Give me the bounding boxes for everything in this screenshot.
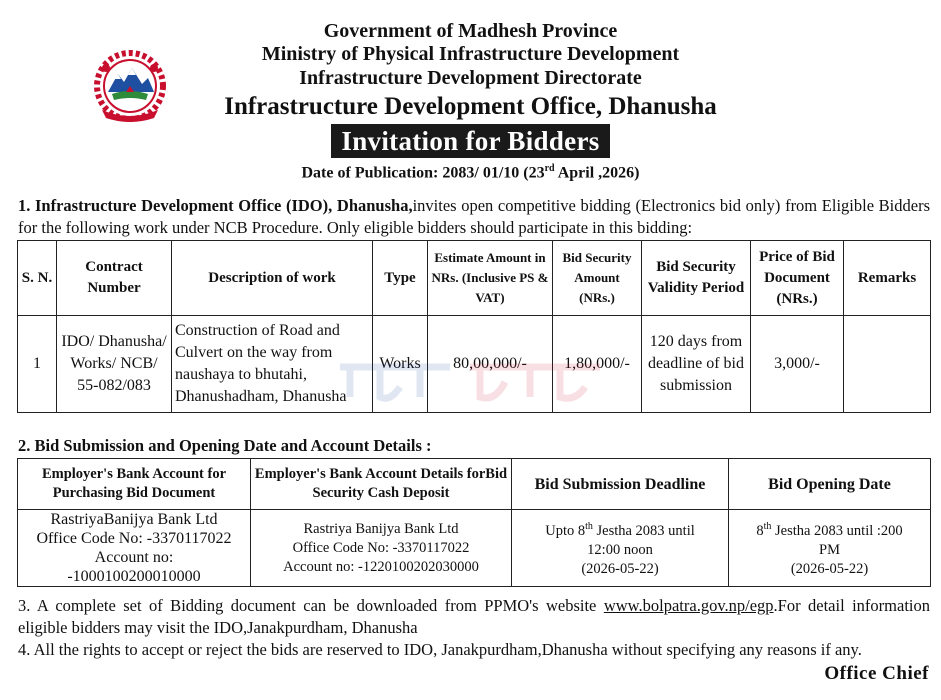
table-header-row: [18, 459, 931, 510]
cell-bid-security: 1,80,000/-: [553, 316, 642, 413]
signature-office-chief: Office Chief: [824, 663, 929, 684]
col-contract-number: Contract Number: [57, 241, 172, 316]
cell-contract-number: IDO/ Dhanusha/ Works/ NCB/ 55-082/083: [57, 316, 172, 413]
col-type: Type: [373, 241, 428, 316]
notice-title: Invitation for Bidders: [331, 124, 609, 158]
cell-estimate: 80,00,000/-: [428, 316, 553, 413]
table-row: [18, 510, 931, 587]
cell-remarks: [844, 316, 931, 413]
bank-details-table: [17, 458, 931, 587]
download-paragraph: 3. A complete set of Bidding document can be downloaded from PPMO's website www.bolpatra.gov.np/egp.For detail information eligible bidders may visit the IDO,Janakpurdham, Dhanusha: [18, 596, 930, 637]
table-row: [18, 316, 931, 413]
col-opening-date: Bid Opening Date: [729, 459, 931, 510]
cell-purchase-account: RastriyaBanijya Bank Ltd Office Code No: -3370117022 Account no: -1000100200010000: [18, 510, 251, 587]
intro-paragraph: 1. Infrastructure Development Office (IDO), Dhanusha,invites open competitive bidding (Electronics bid only) from Eligible Bidders for the following work under NCB Procedure. Only eligible bidders should participate in this bidding:: [18, 196, 930, 237]
publication-date: Date of Publication: 2083/ 01/10 (23rd April ,2026): [301, 163, 640, 182]
cell-description: Construction of Road and Culvert on the way from naushaya to bhutahi, Dhanushadham, Dhanusha: [172, 316, 373, 413]
cell-deadline: Upto 8th Jestha 2083 until 12:00 noon (2026-05-22): [512, 510, 729, 587]
cell-sn: 1: [18, 316, 57, 413]
col-estimate: Estimate Amount in NRs. (Inclusive PS & VAT): [428, 241, 553, 316]
cell-deposit-account: Rastriya Banijya Bank Ltd Office Code No: -3370117022 Account no: -1220100202030000: [251, 510, 512, 587]
col-remarks: Remarks: [844, 241, 931, 316]
col-price: Price of Bid Document (NRs.): [751, 241, 844, 316]
office-name: Infrastructure Development Office, Dhanusha: [224, 93, 717, 120]
col-validity: Bid Security Validity Period: [642, 241, 751, 316]
cell-price: 3,000/-: [751, 316, 844, 413]
government-name: Government of Madhesh Province: [323, 20, 618, 42]
col-description: Description of work: [172, 241, 373, 316]
bolpatra-link[interactable]: www.bolpatra.gov.np/egp: [603, 596, 774, 615]
cell-type: Works: [373, 316, 428, 413]
directorate-name: Infrastructure Development Directorate: [299, 67, 642, 89]
col-sn: S. N.: [18, 241, 57, 316]
cell-validity: 120 days from deadline of bid submission: [642, 316, 751, 413]
col-deadline: Bid Submission Deadline: [512, 459, 729, 510]
ministry-name: Ministry of Physical Infrastructure Development: [261, 43, 680, 65]
col-deposit-account: Employer's Bank Account Details forBid Security Cash Deposit: [251, 459, 512, 510]
rights-paragraph: 4. All the rights to accept or reject the bids are reserved to IDO, Janakpurdham,Dhanusha without specifying any reasons if any.: [18, 640, 862, 659]
work-details-table: [17, 240, 931, 413]
table-header-row: [18, 241, 931, 316]
col-purchase-account: Employer's Bank Account for Purchasing Bid Document: [18, 459, 251, 510]
section-2-heading: 2. Bid Submission and Opening Date and Account Details :: [18, 436, 432, 455]
col-bid-security: Bid Security Amount (NRs.): [553, 241, 642, 316]
cell-opening-date: 8th Jestha 2083 until :200 PM (2026-05-22): [729, 510, 931, 587]
